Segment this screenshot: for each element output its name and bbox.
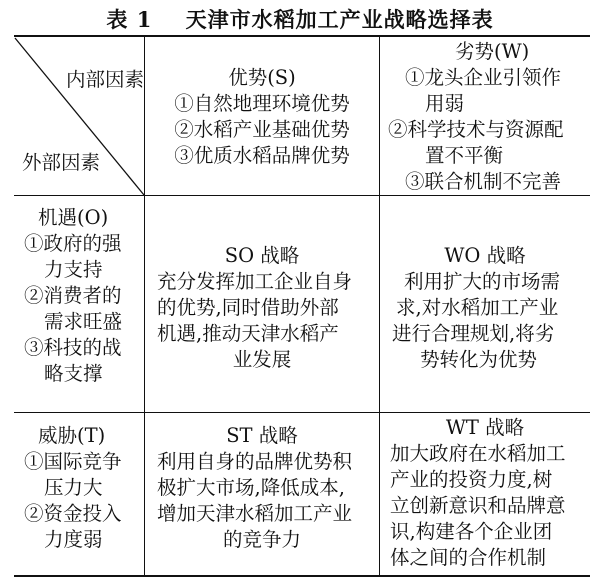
wo-line: 势转化为优势 bbox=[420, 348, 538, 371]
corner-internal-label: 内部因素 bbox=[66, 68, 145, 91]
so-strategy-cell bbox=[145, 243, 379, 373]
wt-line: 产业的投资力度,树 bbox=[390, 468, 553, 491]
weakness-line: ①龙头企业引领作 bbox=[405, 66, 562, 89]
st-line: 利用自身的品牌优势积 bbox=[157, 450, 353, 473]
threats-cell bbox=[14, 423, 144, 553]
strength-item: ③优质水稻品牌优势 bbox=[174, 144, 350, 167]
wt-title: WT 战略 bbox=[445, 416, 525, 439]
strengths-header bbox=[145, 65, 379, 169]
wt-strategy-cell bbox=[380, 415, 590, 571]
swot-table bbox=[14, 35, 590, 577]
weaknesses-header bbox=[380, 39, 590, 195]
opportunity-line: ①政府的强 bbox=[24, 232, 122, 255]
threat-line: 力度弱 bbox=[44, 528, 103, 551]
strength-item: ②水稻产业基础优势 bbox=[174, 118, 350, 141]
opportunity-line: 力支持 bbox=[44, 258, 103, 281]
so-title: SO 战略 bbox=[224, 244, 300, 267]
table-caption: 表 1 天津市水稻加工产业战略选择表 bbox=[106, 7, 494, 32]
opportunity-line: 需求旺盛 bbox=[44, 310, 123, 333]
strength-item: ①自然地理环境优势 bbox=[174, 92, 350, 115]
opportunities-title: 机遇(O) bbox=[38, 206, 109, 229]
st-line: 极扩大市场,降低成本, bbox=[157, 476, 345, 499]
weakness-line: ③联合机制不完善 bbox=[405, 170, 562, 193]
corner-external-label: 外部因素 bbox=[22, 151, 101, 174]
so-line: 业发展 bbox=[232, 348, 292, 371]
wt-line: 立创新意识和品牌意 bbox=[390, 494, 566, 517]
wo-strategy-cell bbox=[380, 243, 590, 373]
wt-line: 加大政府在水稻加工 bbox=[390, 442, 566, 465]
opportunity-line: ③科技的战 bbox=[24, 336, 122, 359]
st-line: 增加天津水稻加工产业 bbox=[157, 502, 353, 525]
threat-line: 压力大 bbox=[44, 476, 103, 499]
wt-line: 体之间的合作机制 bbox=[390, 546, 547, 569]
so-line: 机遇,推动天津水稻产 bbox=[157, 322, 339, 345]
wo-line: 进行合理规划,将劣 bbox=[392, 322, 555, 345]
threat-line: ②资金投入 bbox=[24, 502, 122, 525]
weakness-line: 用弱 bbox=[425, 92, 465, 115]
so-line: 的优势,同时借助外部 bbox=[157, 296, 339, 319]
wo-title: WO 战略 bbox=[444, 244, 526, 267]
wo-line: 求,对水稻加工产业 bbox=[396, 296, 559, 319]
weaknesses-title: 劣势(W) bbox=[455, 40, 530, 63]
threat-line: ①国际竞争 bbox=[24, 450, 122, 473]
st-line: 的竞争力 bbox=[222, 528, 301, 551]
wt-line: 识,构建各个企业团 bbox=[390, 520, 553, 543]
weakness-line: 置不平衡 bbox=[425, 144, 504, 167]
wo-line: 利用扩大的市场需 bbox=[404, 270, 561, 293]
opportunity-line: 略支撑 bbox=[44, 362, 103, 385]
opportunities-cell bbox=[14, 205, 144, 387]
opportunity-line: ②消费者的 bbox=[24, 284, 122, 307]
weakness-line: ②科学技术与资源配 bbox=[388, 118, 564, 141]
so-line: 充分发挥加工企业自身 bbox=[157, 270, 353, 293]
st-strategy-cell bbox=[145, 423, 379, 553]
st-title: ST 战略 bbox=[226, 424, 298, 447]
row-divider-2 bbox=[14, 412, 590, 413]
strengths-title: 优势(S) bbox=[228, 66, 296, 89]
threats-title: 威胁(T) bbox=[38, 424, 106, 447]
